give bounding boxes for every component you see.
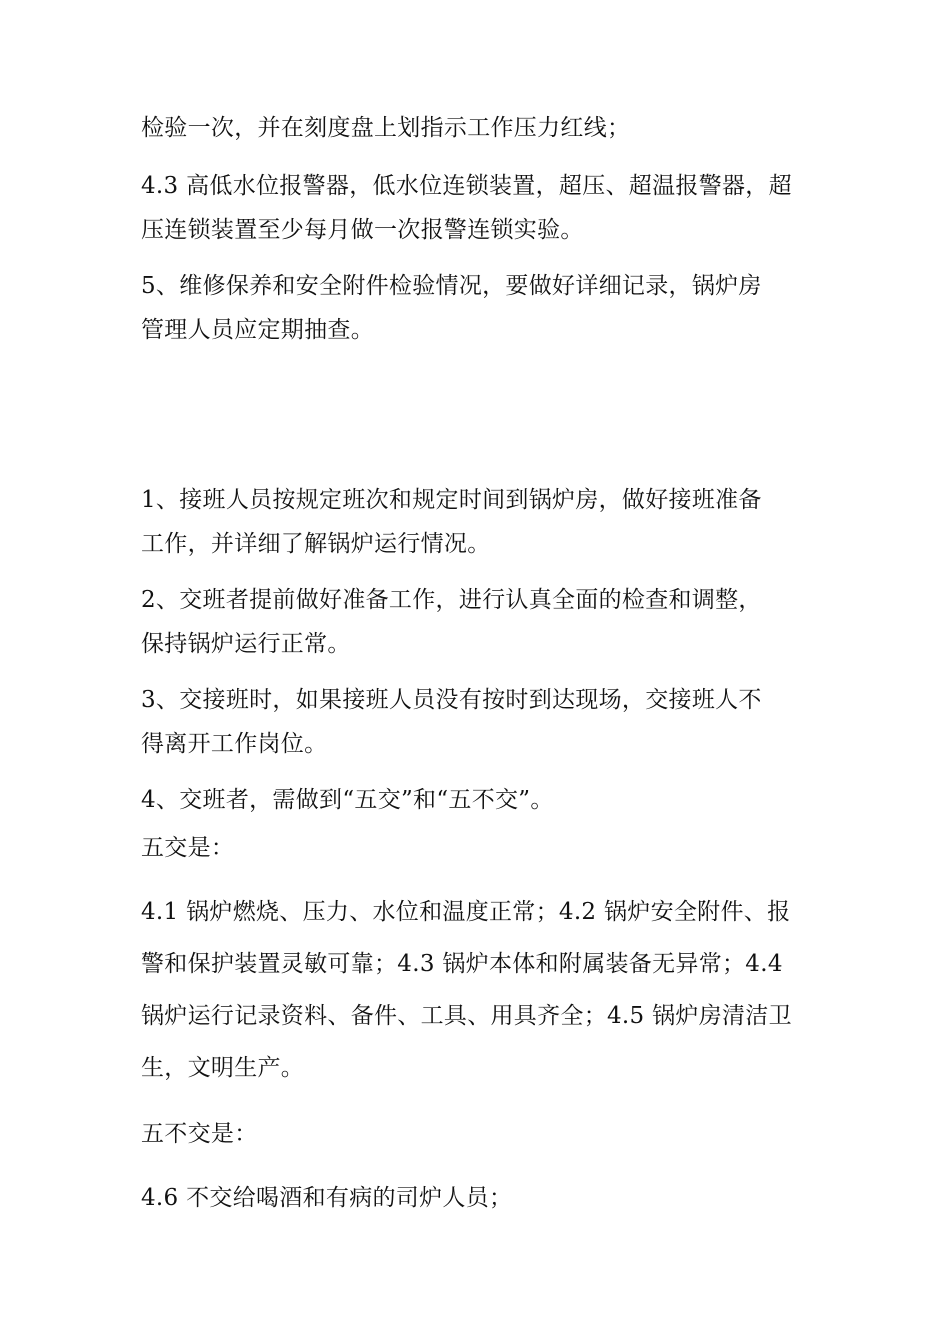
text-line: 警和保护装置灵敏可靠；4.3 锅炉本体和附属装备无异常；4.4: [141, 951, 783, 977]
paragraph-inspection-redline: [141, 106, 821, 150]
paragraph-maintenance-record: [141, 264, 821, 352]
paragraph-five-handover-items: [141, 886, 821, 1094]
paragraph-no-handover-drunk: [141, 1176, 821, 1220]
paragraph-five-no-handover-heading: [141, 1112, 821, 1156]
text-line: 五不交是：: [141, 1121, 258, 1147]
text-line: 检验一次，并在刻度盘上划指示工作压力红线；: [141, 115, 631, 141]
text-line: 锅炉运行记录资料、备件、工具、用具齐全；4.5 锅炉房清洁卫: [141, 1003, 792, 1029]
text-line: 保持锅炉运行正常。: [141, 631, 351, 657]
paragraph-five-handover-heading: [141, 826, 821, 870]
text-line: 5、维修保养和安全附件检验情况，要做好详细记录，锅炉房: [141, 273, 762, 299]
paragraph-handover-prep: [141, 578, 821, 666]
paragraph-shift-arrival: [141, 478, 821, 566]
text-line: 五交是：: [141, 835, 235, 861]
text-line: 4、交班者，需做到“五交”和“五不交”。: [141, 787, 554, 813]
text-line: 4.3 高低水位报警器，低水位连锁装置，超压、超温报警器，超: [141, 173, 792, 199]
text-line: 得离开工作岗位。: [141, 731, 328, 757]
text-line: 4.1 锅炉燃烧、压力、水位和温度正常；4.2 锅炉安全附件、报: [141, 899, 791, 925]
text-line: 1、接班人员按规定班次和规定时间到锅炉房，做好接班准备: [141, 487, 762, 513]
text-line: 4.6 不交给喝酒和有病的司炉人员；: [141, 1185, 513, 1211]
text-line: 工作，并详细了解锅炉运行情况。: [141, 531, 491, 557]
text-line: 3、交接班时，如果接班人员没有按时到达现场，交接班人不: [141, 687, 762, 713]
paragraph-five-rules: [141, 778, 821, 822]
text-line: 压连锁装置至少每月做一次报警连锁实验。: [141, 217, 584, 243]
text-line: 2、交班者提前做好准备工作，进行认真全面的检查和调整，: [141, 587, 762, 613]
paragraph-alarm-test: [141, 164, 821, 252]
paragraph-no-leave-post: [141, 678, 821, 766]
text-line: 生，文明生产。: [141, 1055, 305, 1081]
text-line: 管理人员应定期抽查。: [141, 317, 374, 343]
